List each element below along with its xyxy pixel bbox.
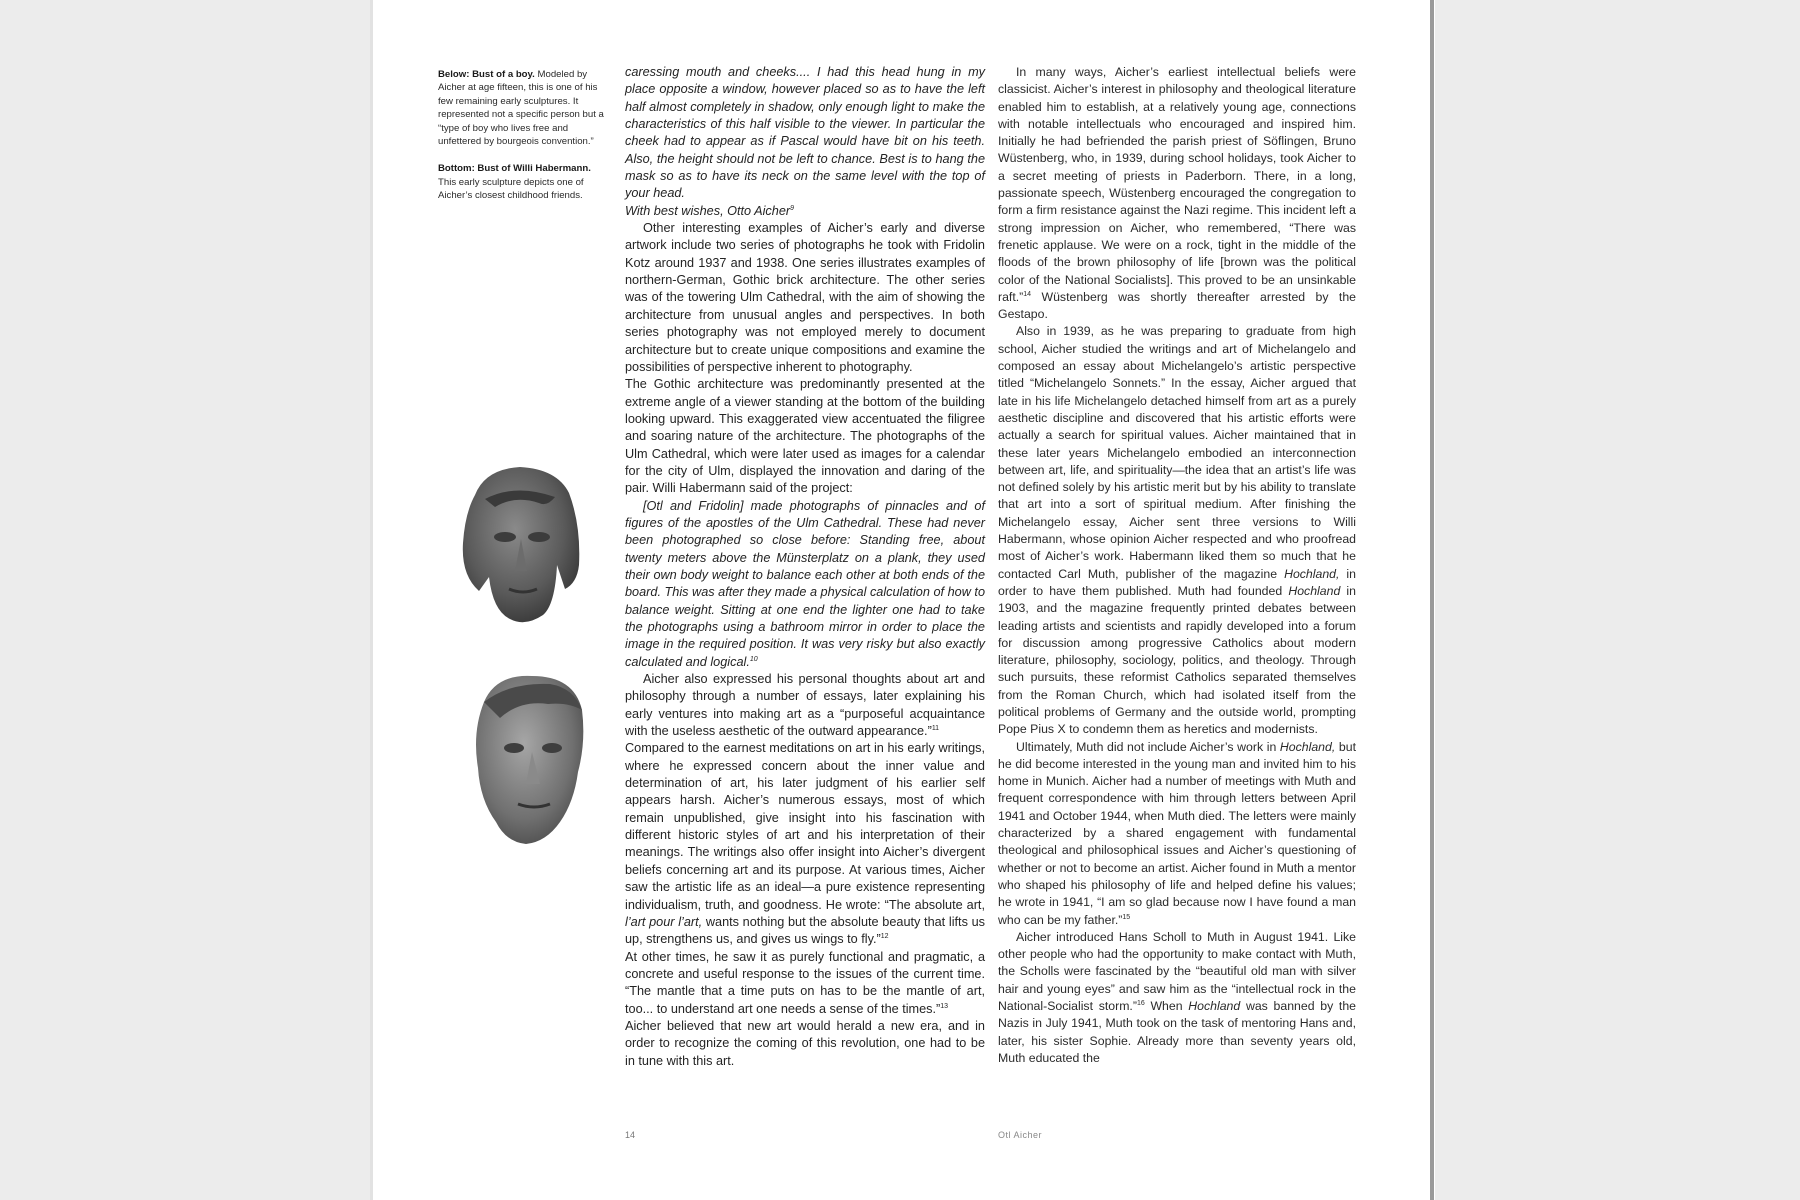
italic-title: Hochland — [1288, 583, 1341, 598]
block-quote — [625, 498, 985, 671]
footnote-ref: 12 — [880, 932, 889, 940]
text-run: Aicher introduced Hans Scholl to Muth in August 1941. Like other people who had the opportunity to make contact with Muth, the Scholls were fascinated by the “beautiful old man with silver hair and young eyes” and saw him as the “intellectual rock in the National-Socialist storm.” — [998, 929, 1356, 1014]
text-run: When — [1150, 999, 1183, 1014]
footnote-ref: 10 — [749, 655, 758, 663]
letter-quote — [625, 64, 985, 220]
letter-signoff: With best wishes, Otto Aicher — [625, 203, 791, 218]
text-run: in order to have them published. Muth had founded — [998, 566, 1356, 598]
bust-of-boy-image — [455, 465, 585, 627]
caption-bust-of-habermann — [438, 162, 608, 202]
paragraph — [998, 929, 1356, 1067]
paragraph: Other interesting examples of Aicher’s early and diverse artwork include two series of photographs he took with Fridolin Kotz around 1937 and 1938. One series illustrates examples of northern-German, Gothic brick architecture. The other series was of the towering Ulm Cathedral, with the aim of showing the architecture from unusual angles and perspectives. In both series photography was not employed merely to document architecture but to create unique compositions and examine the possibilities of perspective inherent to photography. — [625, 221, 985, 374]
footnote-ref: 14 — [1023, 290, 1032, 298]
text-column-right — [998, 64, 1356, 1067]
text-run: In many ways, Aicher’s earliest intellectual beliefs were classicist. Aicher’s interest in philosophy and theological literature enabled him to establish, at a relatively young age, connections with notable intellectuals who encouraged and inspired him. Initially he had befriended the parish priest of Söflingen, Bruno Wüstenberg, who, in 1939, during school holidays, took Aicher to a secret meeting of priests in Paderborn. There, in a long, passionate speech, Wüstenberg encouraged the congregation to form a firm resistance against the Nazi regime. This incident left a strong impression on Aicher, who remembered, “There was frenetic applause. We were on a rock, tight in the middle of the floods of the brown philosophy of life [brown was the political color of the National Socialists]. This proved to be an unsinkable raft.” — [998, 65, 1356, 304]
text-run: Aicher also expressed his personal thoughts about art and philosophy through a number of essays, later explaining his early ventures into making art as a “purposeful acquaintance with the useless aesthetic of the outward appearance.” — [625, 672, 985, 739]
paragraph — [625, 949, 985, 1018]
italic-title: Hochland — [1188, 999, 1241, 1014]
paragraph — [625, 740, 985, 948]
text-column-middle — [625, 64, 985, 1070]
footnote-ref: 15 — [1122, 913, 1131, 921]
quote-text: [Otl and Fridolin] made photographs of pinnacles and of figures of the apostles of the Ulm Cathedral. These had never been photographed so close before: Standing free, about twenty meters above the Münsterplatz on a plank, they used their own body weight to balance each other at both ends of the board. This was after they made a physical calculation of how to balance weight. Sitting at one end the lighter one had to take the photographs using a bathroom mirror in order to place the image in the required position. It was very risky but also exactly calculated and logical. — [625, 498, 985, 669]
caption-lead: Below: Bust of a boy. — [438, 69, 535, 80]
page-binding-edge — [1430, 0, 1434, 1200]
paragraph — [625, 671, 985, 740]
caption-text: This early sculpture depicts one of Aicher’s closest childhood friends. — [438, 176, 584, 202]
letter-text: caressing mouth and cheeks.... I had this head hung in my place opposite a window, however placed so as to have the left half almost completely in shadow, only enough light to make the characteristics of this half visible to the viewer. In particular the cheek had to appear as if Pascal would have bit on his teeth. Also, the height should not be left to chance. Best is to hang the mask so as to have its neck on the same level with the top of your head. — [625, 65, 985, 201]
caption-bust-of-boy — [438, 68, 608, 148]
bust-of-habermann-image — [470, 672, 588, 848]
italic-term: l’art pour l’art, — [625, 914, 703, 929]
text-run: Also in 1939, as he was preparing to graduate from high school, Aicher studied the writings and art of Michelangelo and composed an essay about Michelangelo’s artistic perspective titled “Michelangelo Sonnets.” In the essay, Aicher argued that late in his life Michelangelo detached himself from art as a purely aesthetic discipline and discovered that his artistic efforts were actually a search for spiritual values. Aicher maintained that in these later years Michelangelo embodied an interconnection between art, life, and spirituality—the idea that an artist’s life was not defined solely by his artistic merit but by his ability to translate that art into a sort of spiritual medium. After finishing the Michelangelo essay, Aicher sent three versions to Willi Habermann, whose opinion Aicher respected and who proofread most of Aicher’s work. Habermann liked them so much that he contacted Carl Muth, publisher of the magazine — [998, 324, 1356, 581]
text-run: in 1903, and the magazine frequently printed debates between leading artists and scientists and rapidly developed into a forum for discussion among progressive Catholics about modern literature, philosophy, sociology, politics, and theology. Through such pursuits, these reformist Catholics separated themselves from the Roman Church, which had isolated itself from the political problems of Germany and the outside world, prompting Pope Pius X to condemn them as heretics and modernists. — [998, 583, 1356, 737]
caption-lead: Bottom: Bust of Willi Habermann. — [438, 163, 591, 175]
text-run: At other times, he saw it as purely functional and pragmatic, a concrete and useful response to the issues of the current time. “The mantle that a time puts on has to be the mantle of art, too... to understand art one needs a sense of the times.” — [625, 949, 985, 1016]
paragraph: Aicher believed that new art would herald a new era, and in order to recognize the coming of this revolution, one had to be in tune with this art. — [625, 1018, 985, 1068]
text-run: Compared to the earnest meditations on art in his early writings, where he expressed concern about the inner value and determination of art, his later judgment of his earlier self appears harsh. Aicher’s numerous essays, most of which remain unpublished, give insight into his fascination with different historic styles of art and his interpretation of their meanings. The writings also offer insight into Aicher’s divergent beliefs concerning art and its purpose. At various times, Aicher saw the artistic life as an ideal—a pure existence representing individualism, truth, and goodness. He wrote: “The absolute art, — [625, 741, 985, 912]
text-run: Wüstenberg was shortly thereafter arrested by the Gestapo. — [998, 289, 1356, 322]
footnote-ref: 13 — [940, 1002, 949, 1010]
paragraph — [998, 739, 1356, 929]
paragraph — [998, 64, 1356, 323]
running-title: Otl Aicher — [998, 1130, 1043, 1140]
paragraph: The Gothic architecture was predominantly presented at the extreme angle of a viewer standing at the bottom of the building looking upward. This exaggerated view accentuated the filigree and soaring nature of the architecture. The photographs of the Ulm Cathedral, which were later used as images for a calendar for the city of Ulm, displayed the innovation and daring of the pair. Willi Habermann said of the project: — [625, 377, 985, 496]
paragraph — [998, 323, 1356, 738]
text-run: was banned by the Nazis in July 1941, Muth took on the task of mentoring Hans and, later, his sister Sophie. Already more than seventy years old, Muth educated the — [998, 999, 1357, 1065]
figure-caption — [438, 68, 608, 217]
caption-text: Modeled by Aicher at age fifteen, this is one of his few remaining early sculptures. It represented not a specific person but a “type of boy who lives free and unfettered by bourgeois convention.” — [438, 69, 604, 148]
footnote-ref: 16 — [1136, 999, 1145, 1007]
italic-title: Hochland, — [1279, 739, 1336, 754]
text-run: wants nothing but the absolute beauty that lifts us up, strengthens us, and gives us wings to fly.” — [625, 914, 985, 947]
italic-title: Hochland, — [1284, 566, 1340, 581]
footnote-ref: 11 — [931, 724, 940, 732]
text-run: but he did become interested in the young man and invited him to his home in Munich. Aicher had a number of meetings with Muth and frequent correspondence with him through letters between April 1941 and October 1944, when Muth died. The letters were mainly characterized by a shared engagement with fundamental theological and philosophical issues and Aicher’s questioning of whether or not to become an artist. Aicher found in Muth a mentor who shaped his philosophy of life and helped define his values; he wrote in 1941, “I am so glad because now I have found a man who can be my father.” — [998, 739, 1356, 927]
footnote-ref: 9 — [790, 204, 795, 212]
text-run: Ultimately, Muth did not include Aicher’s work in — [1016, 739, 1277, 754]
page-number: 14 — [625, 1130, 636, 1140]
